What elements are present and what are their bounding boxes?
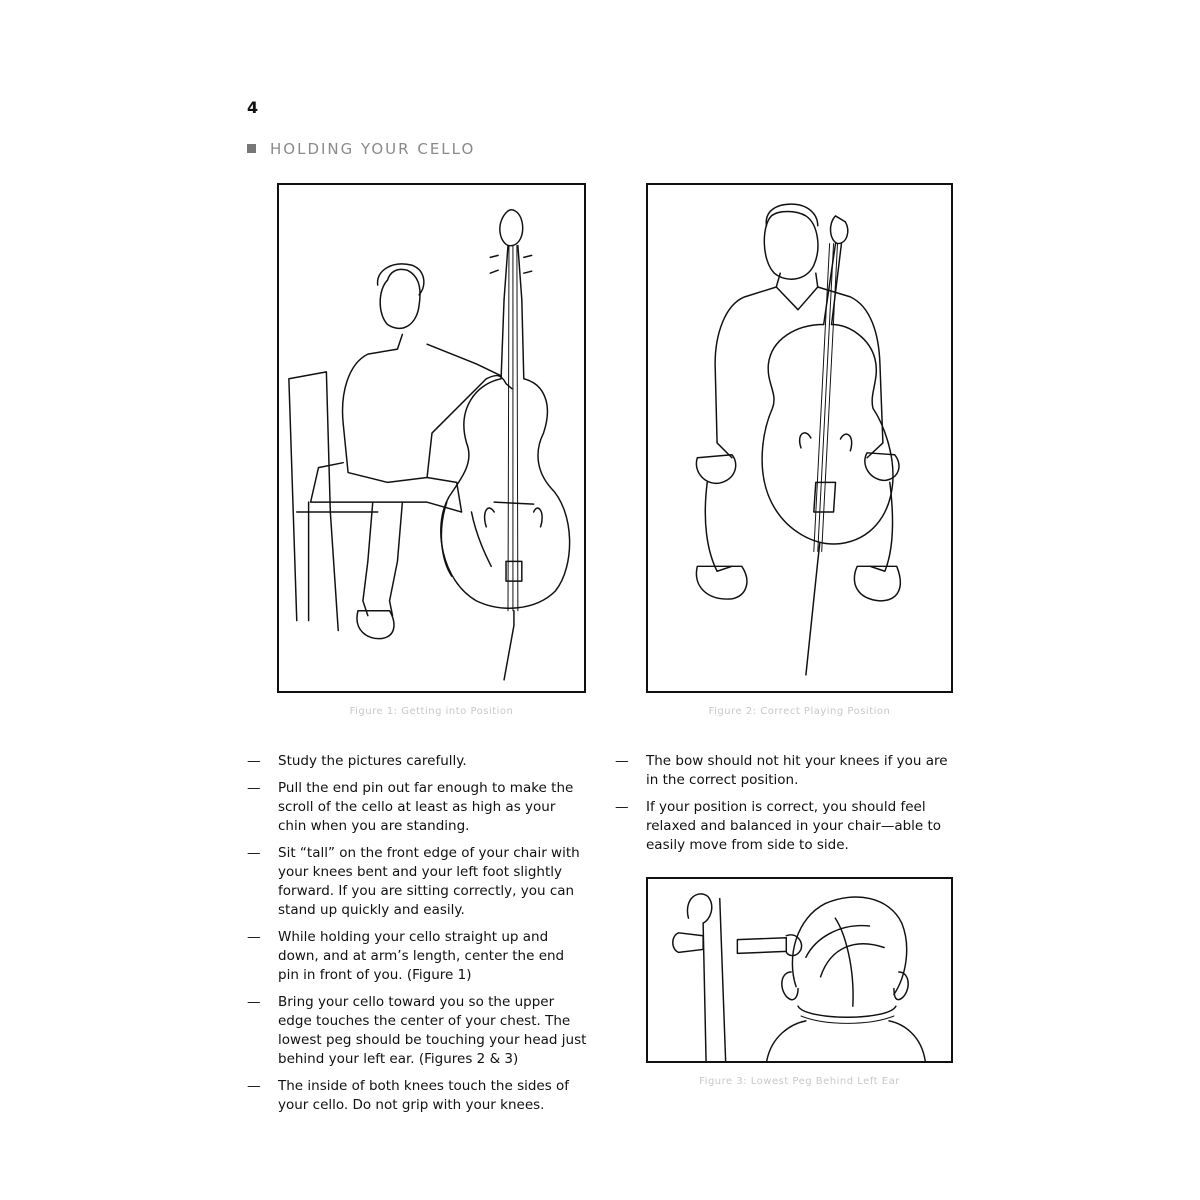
instruction-text: The bow should not hit your knees if you are in the correct position. — [646, 753, 948, 788]
figure-1-illustration — [277, 183, 586, 693]
instruction-text: The inside of both knees touch the sides of your cello. Do not grip with your knees. — [278, 1078, 570, 1113]
figure-2-illustration — [646, 183, 953, 693]
figure-3-illustration — [646, 877, 953, 1063]
figure-1-caption: Figure 1: Getting into Position — [349, 706, 514, 717]
instruction-item — [247, 752, 587, 771]
instruction-text: Study the pictures carefully. — [278, 753, 467, 769]
section-title: HOLDING YOUR CELLO — [270, 140, 476, 158]
dash-marker: — — [615, 753, 629, 769]
instruction-item — [247, 928, 587, 985]
page-number: 4 — [247, 98, 259, 117]
instruction-text: Sit “tall” on the front edge of your chair with your knees bent and your left foot slightly forward. If you are sitting correctly, you can stand up quickly and easily. — [278, 845, 580, 918]
dash-marker: — — [615, 799, 629, 815]
cello-peg-behind-head-drawing — [648, 879, 951, 1061]
figure-3-caption: Figure 3: Lowest Peg Behind Left Ear — [699, 1076, 900, 1087]
square-bullet-icon — [247, 144, 256, 153]
instructions-right-column — [615, 752, 955, 863]
instruction-item — [615, 752, 955, 790]
instruction-text: Pull the end pin out far enough to make the scroll of the cello at least as high as your chin when you are standing. — [278, 780, 574, 834]
dash-marker: — — [247, 845, 261, 861]
instruction-text: Bring your cello toward you so the upper edge touches the center of your chest. The lowest peg should be touching your head just behind your left ear. (Figures 2 & 3) — [278, 994, 587, 1067]
instruction-item — [247, 1077, 587, 1115]
instruction-text: While holding your cello straight up and down, and at arm’s length, center the end pin in front of you. (Figure 1) — [278, 929, 565, 983]
dash-marker: — — [247, 780, 261, 796]
dash-marker: — — [247, 994, 261, 1010]
dash-marker: — — [247, 753, 261, 769]
dash-marker: — — [247, 1078, 261, 1094]
seated-cellist-side-view-drawing — [279, 185, 584, 691]
instruction-item — [247, 993, 587, 1069]
dash-marker: — — [247, 929, 261, 945]
instructions-left-column — [247, 752, 587, 1123]
seated-cellist-front-view-drawing — [648, 185, 951, 691]
instruction-item — [247, 844, 587, 920]
instruction-item — [615, 798, 955, 855]
figure-2-caption: Figure 2: Correct Playing Position — [708, 706, 891, 717]
instruction-item — [247, 779, 587, 836]
instruction-text: If your position is correct, you should feel relaxed and balanced in your chair—able to easily move from side to side. — [646, 799, 942, 853]
section-heading — [247, 140, 475, 158]
